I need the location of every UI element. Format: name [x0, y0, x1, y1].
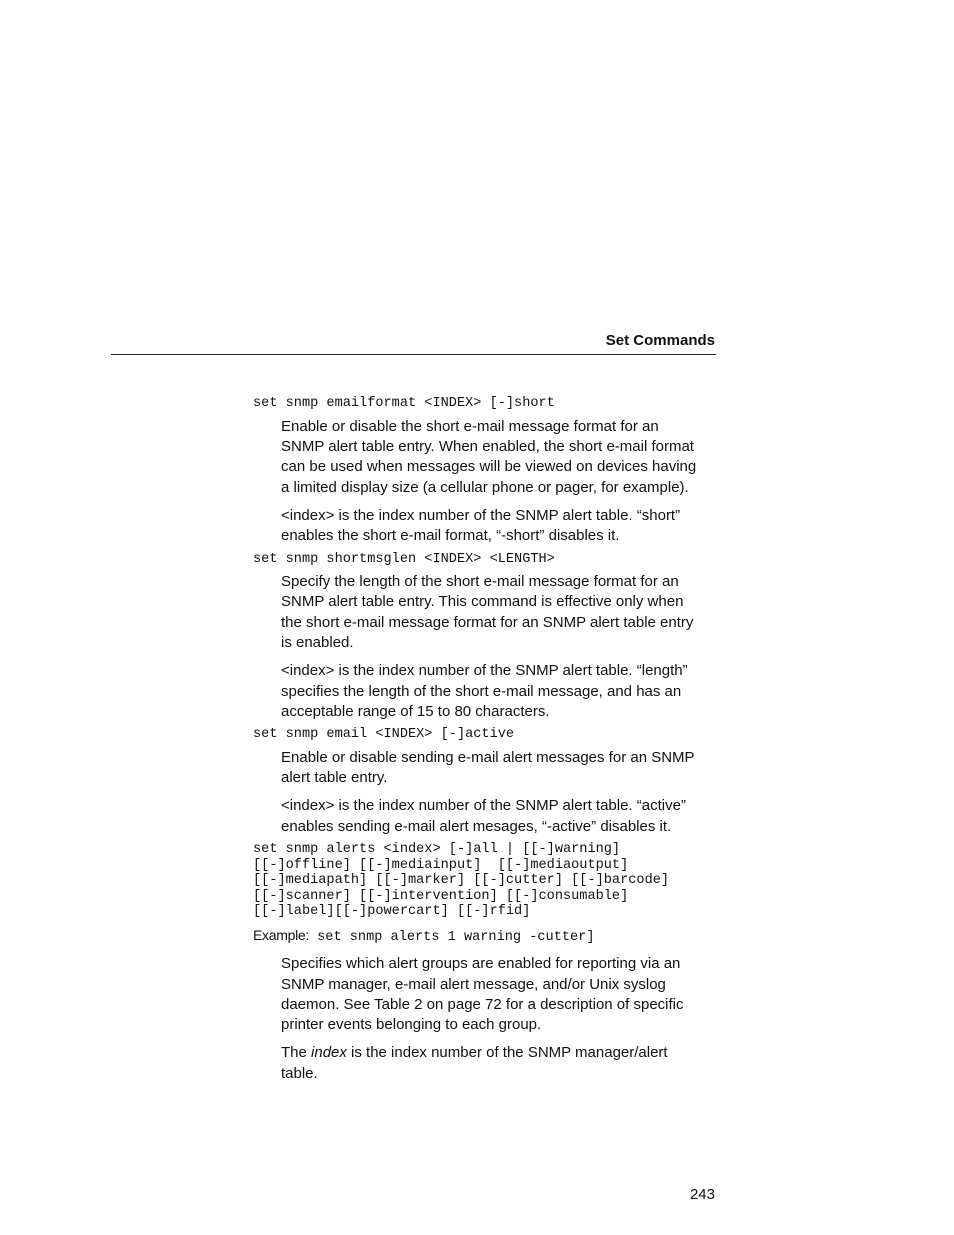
paragraph: <index> is the index number of the SNMP alert table. “active” enables sending e-mail alert mesages, “-active” disables it. — [281, 797, 686, 835]
index-term: index — [311, 1044, 347, 1062]
command-emailformat: set snmp emailformat <INDEX> [-]short — [253, 396, 555, 411]
paragraph: Specify the length of the short e-mail message format for an SNMP alert table entry. This command is effective only when the short e-mail message format for an SNMP alert table entry is enabled. — [281, 573, 694, 652]
example-label: Example: — [253, 926, 309, 943]
example-line — [253, 927, 723, 946]
command-shortmsglen: set snmp shortmsglen <INDEX> <LENGTH> — [253, 551, 555, 567]
command-email-active: set snmp email <INDEX> [-]active — [253, 727, 515, 743]
paragraph: <index> is the index number of the SNMP alert table. “length” specifies the length of the short e-mail message, and has an acceptable range of 15 to 80 characters. — [281, 662, 688, 721]
running-header-title: Set Commands — [605, 332, 715, 349]
paragraph: Specifies which alert groups are enabled for reporting via an SNMP manager, e-mail alert message, and/or Unix syslog daemon. See Table 2 on page 72 for a description of specific printer events belonging to each group. — [281, 955, 684, 1034]
paragraph: The index is the index number of the SNMP manager/alert table. — [281, 1044, 668, 1082]
header-rule — [111, 354, 716, 355]
page-number: 243 — [689, 1186, 715, 1203]
example-code: set snmp alerts 1 warning -cutter] — [308, 929, 595, 945]
page-content — [253, 396, 723, 1084]
paragraph: <index> is the index number of the SNMP alert table. “short” enables the short e-mail format, “-short” disables it. — [281, 506, 681, 545]
paragraph: Enable or disable sending e-mail alert messages for an SNMP alert table entry. — [281, 748, 695, 787]
command-alerts: set snmp alerts <index> [-]all | [[-]warning] [[-]offline] [[-]mediainput] [[-]mediaoutput] [[-]mediapath] [[-]marker] [[-]cutter] [[-]barcode] [[-]scanner] [[-]intervention] [[-]consumable] [[-]label][[-]powercart] [[-]rfid] — [253, 842, 670, 920]
paragraph: Enable or disable the short e-mail message format for an SNMP alert table entry. When enabled, the short e-mail format can be used when messages will be viewed on devices having a limited display size (a cellular phone or pager, for example). — [281, 417, 697, 496]
